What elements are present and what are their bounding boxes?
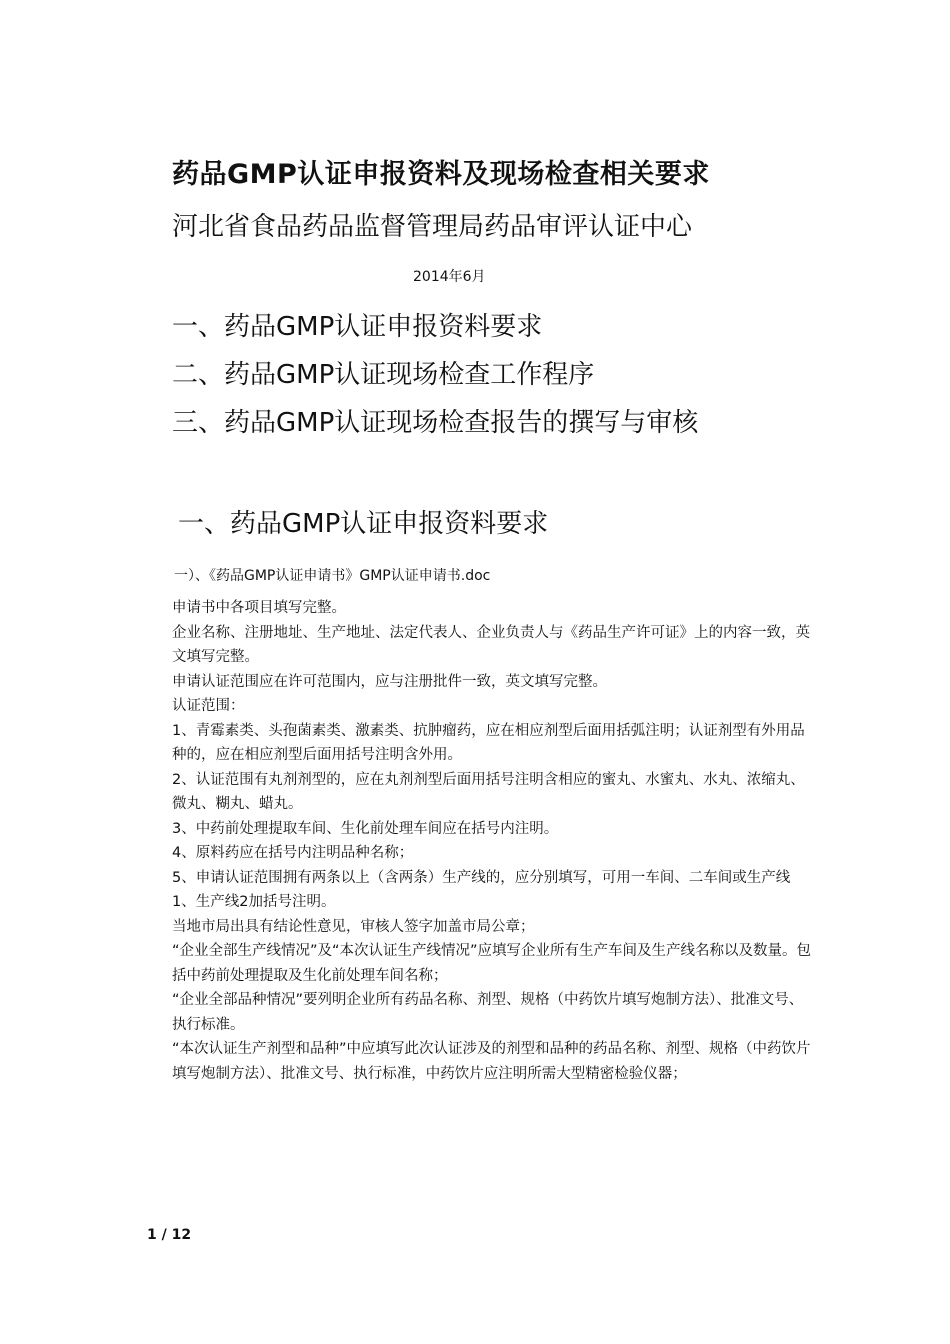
paragraph: 当地市局出具有结论性意见，审核人签字加盖市局公章； bbox=[172, 918, 535, 935]
paragraph: 认证范围： bbox=[172, 698, 245, 714]
body-text bbox=[172, 596, 812, 1086]
section-heading: 一、药品GMP认证申报资料要求 bbox=[178, 509, 549, 539]
paragraph: 申请书中各项目填写完整。 bbox=[172, 600, 346, 616]
paragraph: “企业全部品种情况”要列明企业所有药品名称、剂型、规格（中药饮片填写炮制方法）、批准文号、执行标准。 bbox=[172, 992, 804, 1033]
paragraph: 3、中药前处理提取车间、生化前处理车间应在括号内注明。 bbox=[172, 820, 559, 837]
paragraph: “企业全部生产线情况”及“本次认证生产线情况”应填写企业所有生产车间及生产线名称以及数量。包括中药前处理提取及生化前处理车间名称； bbox=[172, 943, 812, 984]
toc-item-1: 一、药品GMP认证申报资料要求 bbox=[172, 312, 543, 342]
paragraph: 4、原料药应在括号内注明品种名称； bbox=[172, 845, 414, 861]
paragraph: 2、认证范围有丸剂剂型的，应在丸剂剂型后面用括号注明含相应的蜜丸、水蜜丸、水丸、浓缩丸、微丸、糊丸、蜡丸。 bbox=[172, 771, 805, 812]
paragraph: 申请认证范围应在许可范围内，应与注册批件一致，英文填写完整。 bbox=[172, 673, 607, 690]
document-subtitle: 河北省食品药品监督管理局药品审评认证中心 bbox=[172, 212, 693, 242]
paragraph: 5、申请认证范围拥有两条以上（含两条）生产线的，应分别填写，可用一车间、二车间或生产线1、生产线2加括号注明。 bbox=[172, 869, 791, 910]
sub-heading: 一）、《药品GMP认证申请书》GMP认证申请书.doc bbox=[174, 568, 491, 584]
paragraph: 企业名称、注册地址、生产地址、法定代表人、企业负责人与《药品生产许可证》上的内容一致，英文填写完整。 bbox=[172, 624, 810, 665]
paragraph: 1、青霉素类、头孢菌素类、激素类、抗肿瘤药，应在相应剂型后面用括弧注明；认证剂型有外用品种的，应在相应剂型后面用括号注明含外用。 bbox=[172, 722, 805, 763]
toc-item-2: 二、药品GMP认证现场检查工作程序 bbox=[172, 360, 595, 390]
paragraph: “本次认证生产剂型和品种”中应填写此次认证涉及的剂型和品种的药品名称、剂型、规格（中药饮片填写炮制方法）、批准文号、执行标准，中药饮片应注明所需大型精密检验仪器； bbox=[172, 1041, 811, 1082]
document-title: 药品GMP认证申报资料及现场检查相关要求 bbox=[172, 159, 710, 190]
document-date: 2014年6月 bbox=[413, 269, 486, 285]
toc-item-3: 三、药品GMP认证现场检查报告的撰写与审核 bbox=[172, 408, 699, 438]
page-number: 1 / 12 bbox=[147, 1227, 192, 1243]
